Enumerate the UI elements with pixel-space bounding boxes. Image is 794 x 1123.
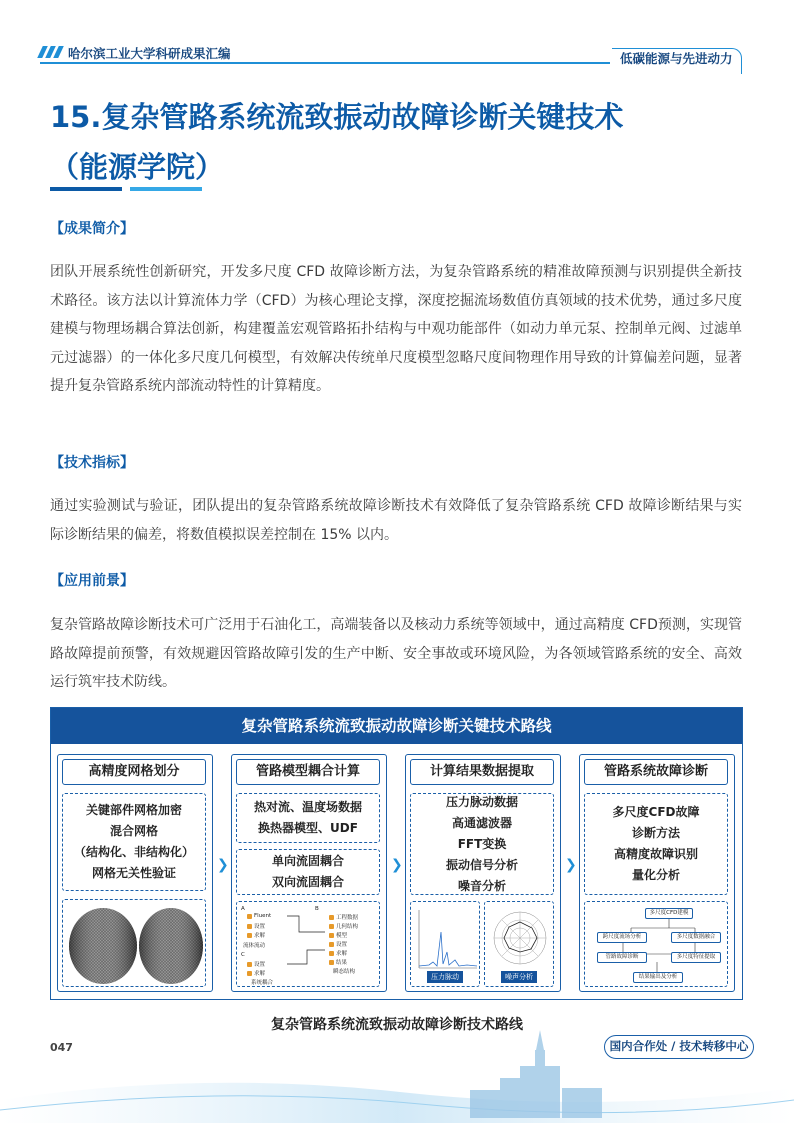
header-stripes-decoration — [40, 46, 61, 58]
schematic-item: 模型 — [336, 933, 348, 939]
page-header — [0, 38, 794, 74]
flow-step-box: 跨尺度流场分析 — [597, 932, 647, 943]
schematic-item: 求解 — [254, 933, 266, 939]
roadmap-column-diagnosis — [579, 754, 735, 992]
column-heading: 管路模型耦合计算 — [236, 759, 380, 785]
detail-line: 双向流固耦合 — [271, 875, 344, 889]
section-heading-intro: 【成果简介】 — [50, 221, 134, 237]
detail-line: 混合网格 — [109, 824, 158, 838]
schematic-label: A — [241, 906, 245, 912]
schematic-item: 设置 — [336, 942, 348, 948]
flow-arrow-icon: ❯ — [217, 857, 229, 873]
header-left-text: 哈尔滨工业大学科研成果汇编 — [68, 46, 231, 61]
schematic-item: 设置 — [254, 962, 266, 968]
pressure-pulse-panel — [410, 901, 480, 987]
schematic-connectors — [237, 902, 380, 987]
noise-analysis-panel — [484, 901, 554, 987]
page-number: 047 — [50, 1041, 73, 1054]
detail-line: 网格无关性验证 — [91, 866, 176, 880]
mesh-image-panel — [62, 899, 206, 987]
footer-office-label: 国内合作处 / 技术转移中心 — [604, 1035, 754, 1059]
diagram-caption: 复杂管路系统流致振动故障诊断技术路线 — [271, 1017, 523, 1033]
header-right-text: 低碳能源与先进动力 — [620, 51, 733, 66]
schematic-item: Fluent — [254, 913, 272, 919]
schematic-item: 几何结构 — [336, 924, 359, 930]
detail-line: 高精度故障识别 — [613, 847, 698, 861]
flow-arrow-icon: ❯ — [391, 857, 403, 873]
tech-roadmap-diagram — [50, 707, 743, 1000]
detail-line: 换热器模型、UDF — [258, 821, 358, 835]
image-caption: 噪声分析 — [501, 971, 537, 983]
detail-line: 压力脉动数据 — [445, 794, 518, 809]
schematic-item: 求解 — [254, 971, 266, 977]
flow-step-box: 多尺度特征提取 — [671, 952, 721, 963]
schematic-label: B — [315, 906, 319, 912]
column-detail-box — [584, 793, 728, 895]
detail-line: 高通滤波器 — [451, 815, 512, 830]
section-heading-specs: 【技术指标】 — [50, 455, 134, 471]
schematic-footer: 瞬态结构 — [333, 969, 356, 975]
section-body-intro: 团队开展系统性创新研究，开发多尺度 CFD 故障诊断方法，为复杂管路系统的精准故障预测与识别提供全新技术路径。该方法以计算流体力学（CFD）为核心理论支撑，深度挖掘流场数值仿真领域的技术优势，通过多尺度建模与物理场耦合算法创新，构建覆盖宏观管路拓扑结构与中观功能部件（如动力单元泵、控制单元阀、过滤单元过滤器）的一体化多尺度几何模型，有效解决传统单尺度模型忽略尺度间物理作用导致的计算偏差问题，显著提升复杂管路系统内部流动特性的计算精度。 — [50, 264, 742, 394]
title-line-1: 15.复杂管路系统流致振动故障诊断关键技术 — [50, 100, 624, 134]
schematic-item: 结果 — [336, 960, 348, 966]
column-detail-box — [62, 793, 206, 891]
detail-line: 振动信号分析 — [445, 857, 518, 872]
column-heading: 计算结果数据提取 — [410, 759, 554, 785]
roadmap-column-mesh — [57, 754, 213, 992]
workbench-schematic-panel — [236, 901, 380, 987]
header-rule — [40, 62, 610, 64]
column-detail-box — [410, 793, 554, 895]
image-caption: 压力脉动 — [427, 971, 463, 983]
title-line-2: （能源学院） — [50, 150, 225, 184]
section-body-prospects: 复杂管路故障诊断技术可广泛用于石油化工，高端装备以及核动力系统等领域中，通过高精度 CFD预测，实现管路故障提前预警，有效规避因管路故障引发的生产中断、安全事故或环境风险，为各领域管路系统的安全、高效运行筑牢技术防线。 — [50, 617, 742, 690]
flow-step-box: 多尺度CFD建模 — [645, 908, 693, 919]
title-underline-light — [130, 187, 202, 191]
column-detail-box — [236, 793, 380, 843]
diagram-title: 复杂管路系统流致振动故障诊断关键技术路线 — [51, 708, 742, 744]
roadmap-column-extraction — [405, 754, 561, 992]
roadmap-column-coupling — [231, 754, 387, 992]
flow-step-box: 管路故障诊断 — [597, 952, 647, 963]
detail-line: 关键部件网格加密 — [85, 803, 182, 817]
flow-step-box: 结果输出及分析 — [633, 972, 683, 983]
detail-line: （结构化、非结构化） — [73, 845, 194, 859]
schematic-item: 工程数据 — [336, 915, 359, 921]
detail-line: 量化分析 — [631, 868, 680, 882]
column-detail-box-2 — [236, 849, 380, 895]
detail-line: 热对流、温度场数据 — [253, 800, 362, 814]
diagnosis-flow-panel — [584, 901, 728, 987]
schematic-item: 设置 — [254, 924, 266, 930]
section-body-specs: 通过实验测试与验证，团队提出的复杂管路系统故障诊断技术有效降低了复杂管路系统 CFD 故障诊断结果与实际诊断结果的偏差，将数值模拟误差控制在 15% 以内。 — [50, 498, 742, 543]
flow-step-box: 多尺度数据融合 — [671, 932, 721, 943]
title-underline-dark — [50, 187, 122, 191]
detail-line: 诊断方法 — [631, 826, 680, 840]
mesh-cylinders-illustration — [63, 900, 206, 987]
flow-arrow-icon: ❯ — [565, 857, 577, 873]
schematic-item: 求解 — [336, 951, 348, 957]
column-heading: 高精度网格划分 — [62, 759, 206, 785]
section-heading-prospects: 【应用前景】 — [50, 573, 134, 589]
schematic-label: C — [241, 952, 245, 958]
detail-line: FFT变换 — [457, 836, 507, 851]
detail-line: 单向流固耦合 — [271, 854, 344, 868]
detail-line: 噪音分析 — [457, 878, 506, 893]
page-title — [50, 92, 750, 192]
column-heading: 管路系统故障诊断 — [584, 759, 728, 785]
schematic-footer: 系统耦合 — [251, 980, 274, 986]
schematic-footer: 流体流动 — [243, 943, 266, 949]
detail-line: 多尺度CFD故障 — [612, 805, 700, 819]
